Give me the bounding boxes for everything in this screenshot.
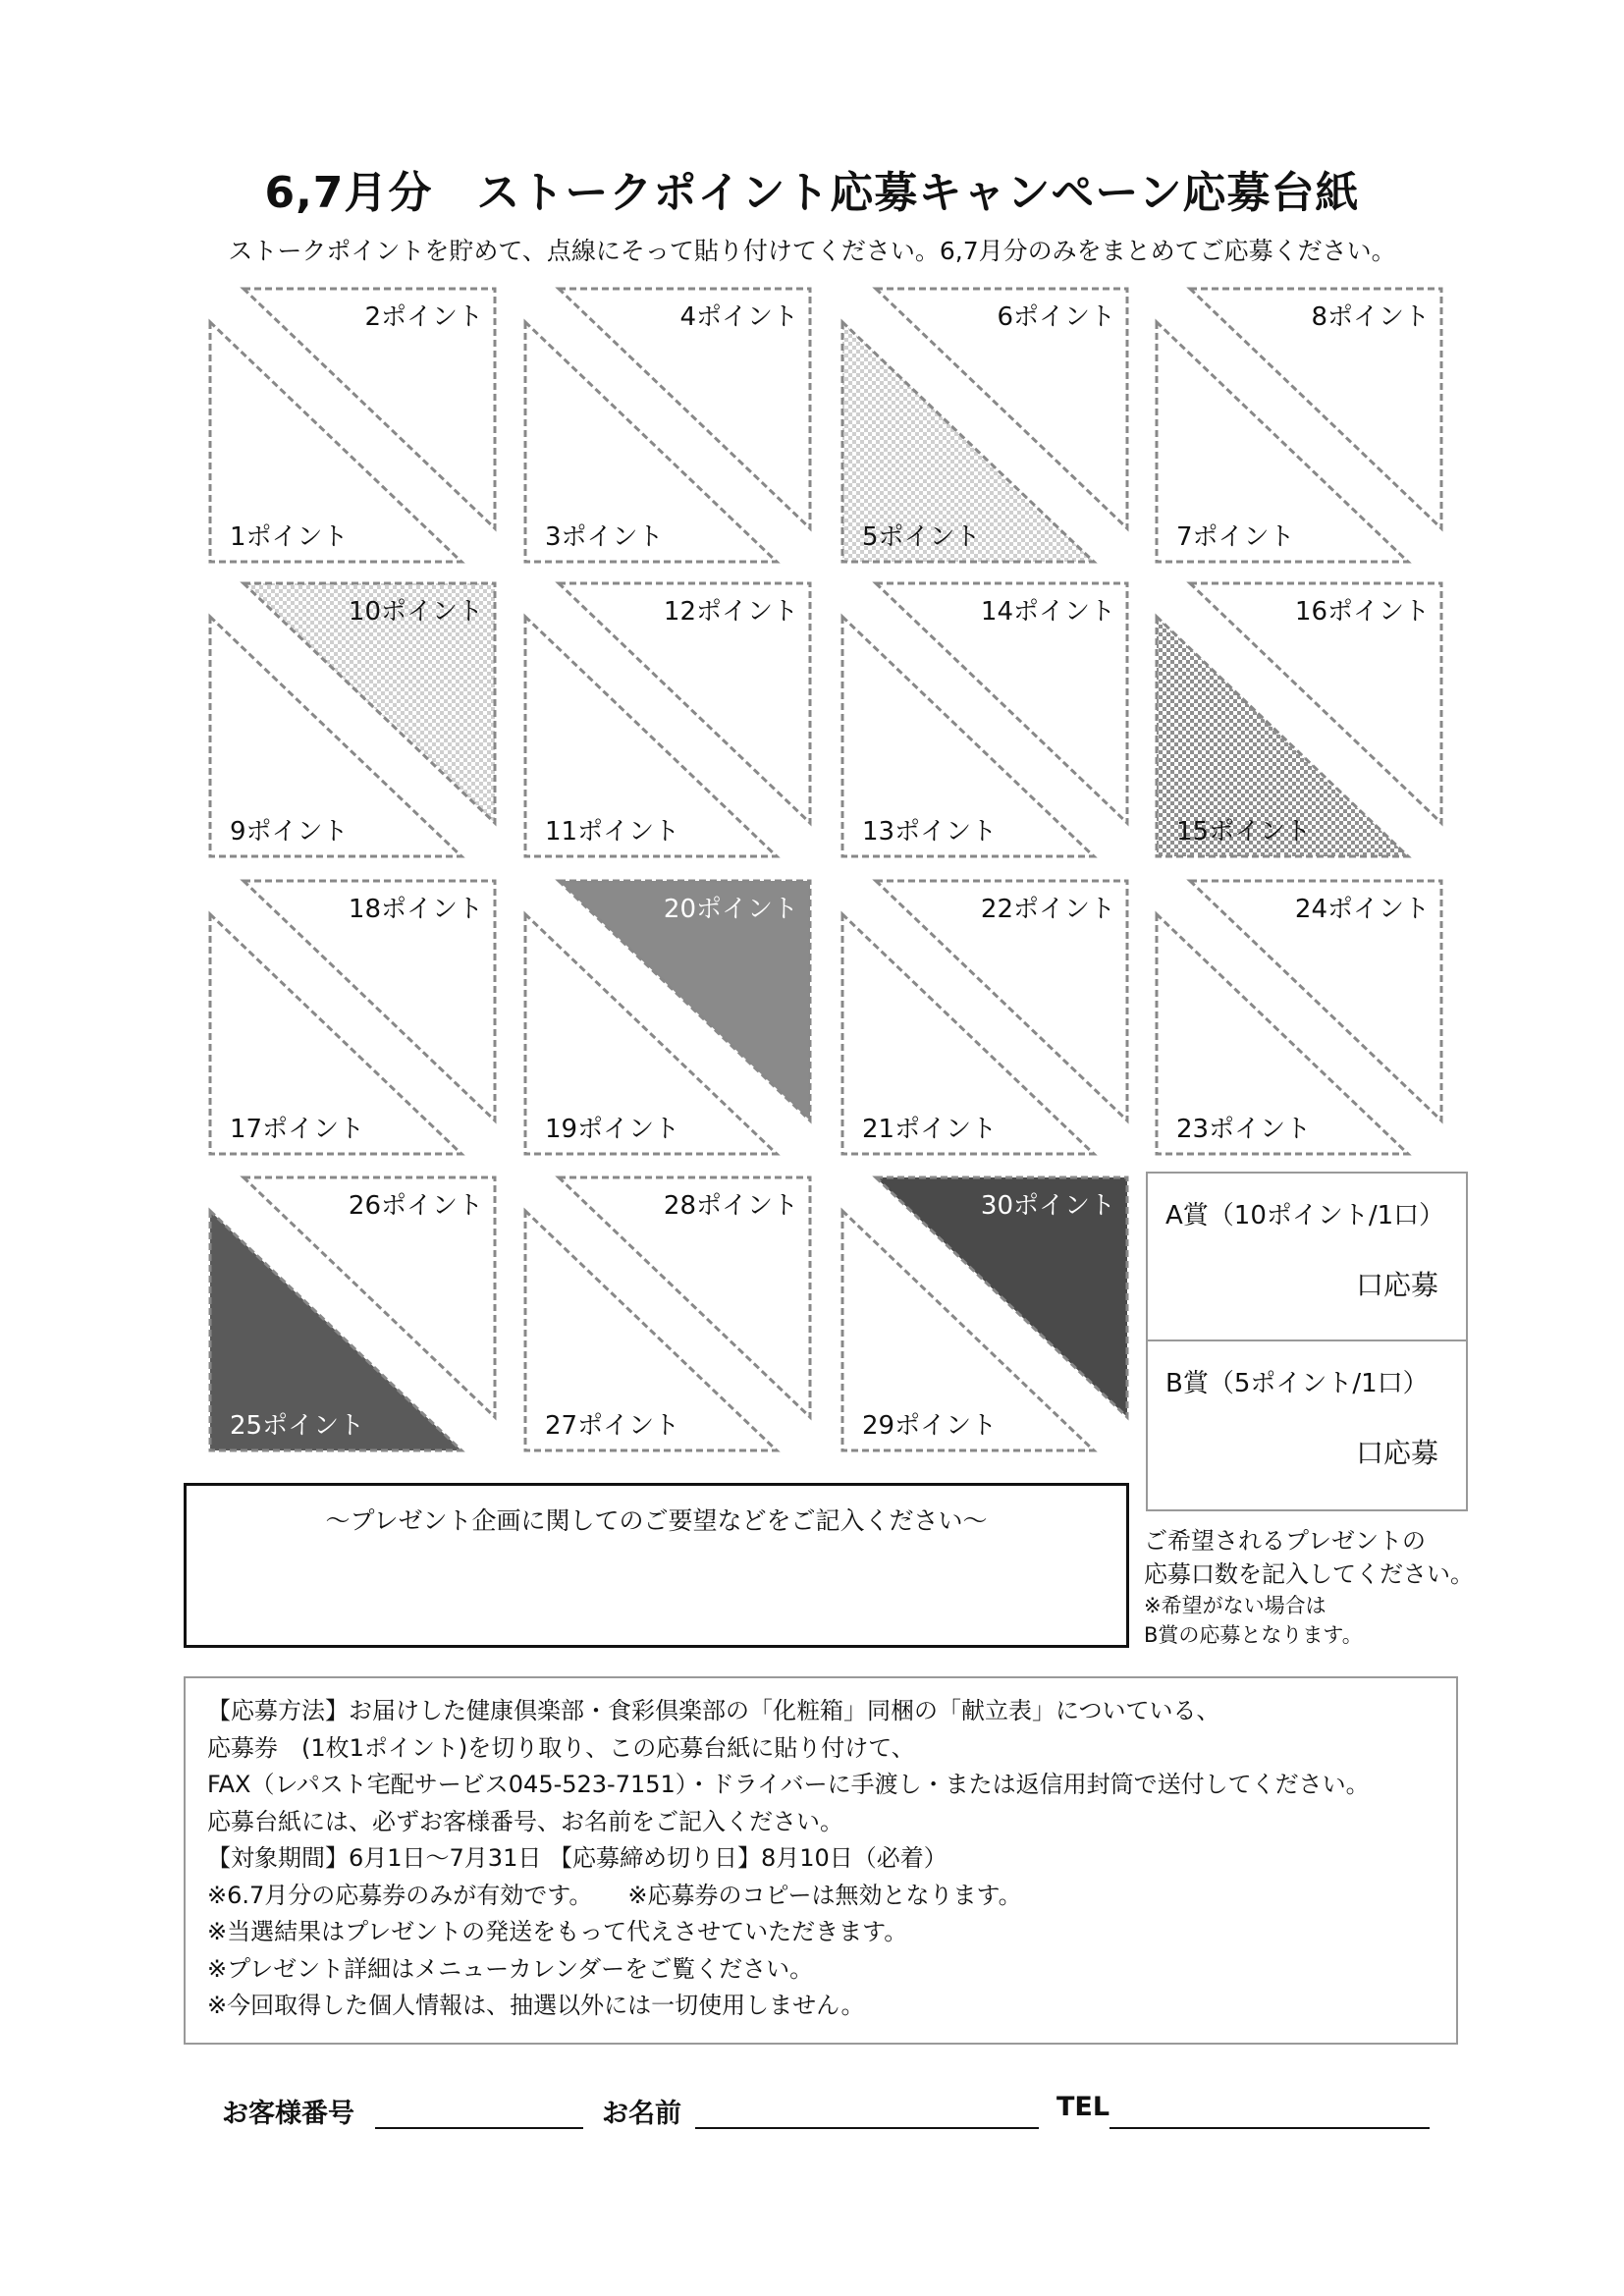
lower-point-label: 15ポイント xyxy=(1176,817,1312,847)
note-line-2: 応募口数を記入してください。 xyxy=(1144,1560,1474,1588)
prize-b-unit: 口応募 xyxy=(1355,1437,1438,1469)
point-cell[interactable] xyxy=(208,879,503,1164)
upper-point-label: 24ポイント xyxy=(1294,895,1430,924)
upper-point-label: 2ポイント xyxy=(364,302,483,332)
prize-a-label: A賞（10ポイント/1口） xyxy=(1165,1201,1445,1230)
point-cell[interactable] xyxy=(208,287,503,572)
lower-point-label: 3ポイント xyxy=(545,522,664,552)
upper-point-label: 4ポイント xyxy=(679,302,798,332)
lower-point-label: 1ポイント xyxy=(230,522,349,552)
point-cell[interactable] xyxy=(840,879,1135,1164)
lower-point-label: 7ポイント xyxy=(1176,522,1295,552)
upper-point-label: 28ポイント xyxy=(663,1191,798,1221)
upper-point-label: 22ポイント xyxy=(980,895,1115,924)
point-cell[interactable] xyxy=(523,879,818,1164)
point-cell[interactable] xyxy=(523,1175,818,1460)
lower-point-label: 27ポイント xyxy=(545,1411,680,1441)
application-info-box xyxy=(184,1676,1458,2045)
point-cell[interactable] xyxy=(523,581,818,866)
lower-point-label: 29ポイント xyxy=(862,1411,998,1441)
lower-point-label: 23ポイント xyxy=(1176,1115,1312,1144)
info-line: ※当選結果はプレゼントの発送をもって代えさせていただきます。 xyxy=(207,1918,908,1945)
point-cell[interactable] xyxy=(840,1175,1135,1460)
request-comment-title: ～プレゼント企画に関してのご要望などをご記入ください～ xyxy=(325,1506,988,1535)
info-line: ※今回取得した個人情報は、抽選以外には一切使用しません。 xyxy=(207,1992,865,2019)
name-field[interactable] xyxy=(695,2127,1039,2129)
upper-point-label: 6ポイント xyxy=(997,302,1115,332)
point-cell[interactable] xyxy=(208,581,503,866)
upper-point-label: 20ポイント xyxy=(663,895,798,924)
customer-form-row xyxy=(222,2092,1479,2135)
info-line: 【応募方法】お届けした健康倶楽部・食彩倶楽部の「化粧箱」同梱の「献立表」についている、 xyxy=(207,1697,1220,1724)
page-title: 6,7月分 ストークポイント応募キャンペーン応募台紙 xyxy=(264,168,1360,218)
point-cell[interactable] xyxy=(1155,287,1449,572)
upper-point-label: 30ポイント xyxy=(980,1191,1115,1221)
lower-point-label: 21ポイント xyxy=(862,1115,998,1144)
request-comment-box[interactable] xyxy=(184,1483,1129,1648)
lower-point-label: 25ポイント xyxy=(230,1411,365,1441)
prize-b-row[interactable] xyxy=(1148,1341,1466,1509)
point-cell[interactable] xyxy=(1155,581,1449,866)
note-line-3: ※希望がない場合は xyxy=(1144,1594,1326,1617)
info-line: ※6.7月分の応募券のみが有効です。 ※応募券のコピーは無効となります。 xyxy=(207,1881,1022,1909)
lower-point-label: 9ポイント xyxy=(230,817,349,847)
upper-point-label: 12ポイント xyxy=(663,597,798,627)
prize-b-label: B賞（5ポイント/1口） xyxy=(1165,1369,1429,1398)
upper-point-label: 14ポイント xyxy=(980,597,1115,627)
point-cell[interactable] xyxy=(208,1175,503,1460)
lower-point-label: 13ポイント xyxy=(862,817,998,847)
lower-point-label: 19ポイント xyxy=(545,1115,680,1144)
customer-number-label: お客様番号 xyxy=(222,2099,354,2129)
point-cell[interactable] xyxy=(840,581,1135,866)
info-line: FAX（レパスト宅配サービス045-523-7151）・ドライバーに手渡し・または返信用封筒で送付してください。 xyxy=(207,1771,1370,1798)
prize-a-unit: 口応募 xyxy=(1355,1269,1438,1301)
info-line: 応募券 (1枚1ポイント)を切り取り、この応募台紙に貼り付けて、 xyxy=(207,1733,915,1762)
prize-selection-box xyxy=(1146,1172,1468,1511)
point-cell[interactable] xyxy=(1155,879,1449,1164)
name-label: お名前 xyxy=(602,2099,681,2129)
point-cell[interactable] xyxy=(840,287,1135,572)
upper-point-label: 16ポイント xyxy=(1294,597,1430,627)
upper-point-label: 26ポイント xyxy=(348,1191,483,1221)
info-line: 【対象期間】6月1日～7月31日 【応募締め切り日】8月10日（必着） xyxy=(207,1844,947,1872)
prize-instruction-note xyxy=(1144,1524,1474,1650)
note-line-4: B賞の応募となります。 xyxy=(1144,1623,1363,1647)
point-cell[interactable] xyxy=(523,287,818,572)
customer-number-field[interactable] xyxy=(375,2127,583,2129)
lower-point-label: 11ポイント xyxy=(545,817,680,847)
lower-point-label: 17ポイント xyxy=(230,1115,365,1144)
prize-a-row[interactable] xyxy=(1148,1174,1466,1341)
page-subtitle: ストークポイントを貯めて、点線にそって貼り付けてください。6,7月分のみをまとめてご応募ください。 xyxy=(228,237,1396,265)
info-line: 応募台紙には、必ずお客様番号、お名前をご記入ください。 xyxy=(207,1807,843,1835)
tel-label: TEL xyxy=(1056,2092,1110,2122)
upper-point-label: 8ポイント xyxy=(1311,302,1430,332)
tel-field[interactable] xyxy=(1110,2127,1430,2129)
lower-point-label: 5ポイント xyxy=(862,522,981,552)
note-line-1: ご希望されるプレゼントの xyxy=(1144,1527,1427,1555)
upper-point-label: 18ポイント xyxy=(348,895,483,924)
upper-point-label: 10ポイント xyxy=(348,597,483,627)
info-line: ※プレゼント詳細はメニューカレンダーをご覧ください。 xyxy=(207,1954,814,1983)
